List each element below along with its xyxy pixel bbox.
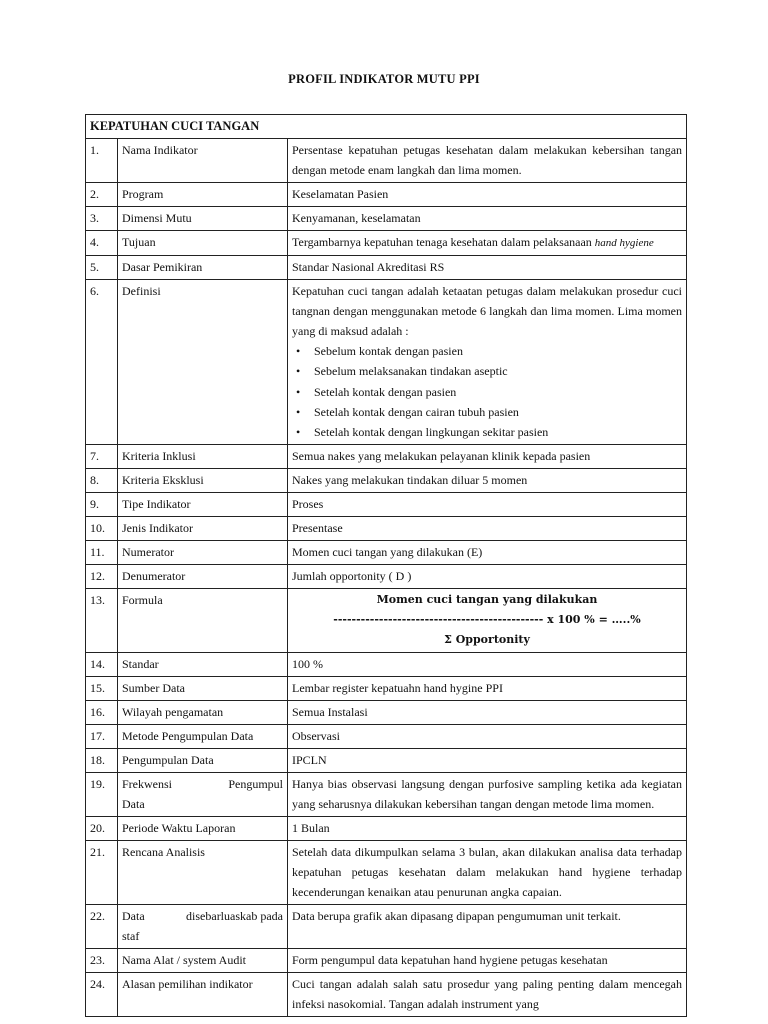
row-label: Pengumpulan Data — [118, 749, 288, 773]
row-value: Kenyamanan, keselamatan — [288, 207, 687, 231]
row-number: 15. — [86, 677, 118, 701]
row-number: 20. — [86, 817, 118, 841]
table-row — [86, 493, 687, 517]
table-row — [86, 589, 687, 653]
definition-text: Kepatuhan cuci tangan adalah ketaatan petugas dalam melakukan prosedur cuci tangnan dengan menggunakan metode 6 langkah dan lima momen. Lima momen yang di maksud adalah : — [292, 284, 683, 338]
table-row — [86, 653, 687, 677]
table-row — [86, 256, 687, 280]
row-value: Momen cuci tangan yang dilakukan (E) — [288, 541, 687, 565]
row-number: 14. — [86, 653, 118, 677]
row-value: Semua nakes yang melakukan pelayanan klinik kepada pasien — [288, 445, 687, 469]
row-number: 23. — [86, 949, 118, 973]
formula-numerator: Momen cuci tangan yang dilakukan — [376, 593, 598, 607]
row-label: Tipe Indikator — [118, 493, 288, 517]
list-item: • Sebelum melaksanakan tindakan aseptic — [314, 361, 682, 381]
formula-denominator: Σ Opportonity — [444, 633, 530, 647]
row-number: 24. — [86, 973, 118, 1017]
row-number: 8. — [86, 469, 118, 493]
row-value-text: Tergambarnya kepatuhan tenaga kesehatan dalam pelaksanaan — [292, 235, 592, 249]
table-row — [86, 817, 687, 841]
table-row — [86, 183, 687, 207]
document-title: PROFIL INDIKATOR MUTU PPI — [288, 72, 480, 86]
table-row — [86, 773, 687, 817]
row-number: 22. — [86, 905, 118, 949]
row-value: Observasi — [288, 725, 687, 749]
row-label: Numerator — [118, 541, 288, 565]
list-item: • Setelah kontak dengan pasien — [314, 382, 682, 402]
row-value: Hanya bias observasi langsung dengan purfosive sampling ketika ada kegiatan yang seharusnya dilakukan kebersihan tangan dengan metode lima momen. — [288, 773, 687, 817]
row-value: Data berupa grafik akan dipasang dipapan pengumuman unit terkait. — [288, 905, 687, 949]
table-row — [86, 749, 687, 773]
row-number: 9. — [86, 493, 118, 517]
table-row — [86, 677, 687, 701]
row-number: 19. — [86, 773, 118, 817]
row-value: IPCLN — [288, 749, 687, 773]
row-value: 100 % — [288, 653, 687, 677]
row-label-part: disebarluaskab pada — [186, 909, 283, 924]
row-number: 3. — [86, 207, 118, 231]
row-value — [288, 280, 687, 445]
row-value: Semua Instalasi — [288, 701, 687, 725]
table-row — [86, 517, 687, 541]
table-row — [86, 541, 687, 565]
row-number: 13. — [86, 589, 118, 653]
row-label: Definisi — [118, 280, 288, 445]
table-row — [86, 841, 687, 905]
row-label: Wilayah pengamatan — [118, 701, 288, 725]
row-number: 1. — [86, 139, 118, 183]
row-value: Setelah data dikumpulkan selama 3 bulan, akan dilakukan analisa data terhadap kepatuhan petugas kesehatan dalam melakukan hand hygiene terhadap kecenderungan kenaikan atau penurunan angka capaian. — [288, 841, 687, 905]
table-row — [86, 231, 687, 256]
row-label: Nama Indikator — [118, 139, 288, 183]
row-label: Dasar Pemikiran — [118, 256, 288, 280]
row-label: Program — [118, 183, 288, 207]
row-number: 7. — [86, 445, 118, 469]
list-item: • Setelah kontak dengan lingkungan sekitar pasien — [314, 422, 682, 442]
row-label-part: Frekwensi — [122, 777, 172, 792]
row-number: 16. — [86, 701, 118, 725]
table-row — [86, 139, 687, 183]
row-value: Jumlah opportonity ( D ) — [288, 565, 687, 589]
table-row — [86, 725, 687, 749]
row-value: Lembar register kepatuahn hand hygine PPI — [288, 677, 687, 701]
table-row — [86, 207, 687, 231]
row-label-part: Pengumpul — [228, 777, 283, 792]
row-number: 6. — [86, 280, 118, 445]
row-value: Cuci tangan adalah salah satu prosedur yang paling penting dalam mencegah infeksi nasokomial. Tangan adalah instrument yang — [288, 973, 687, 1017]
section-header-row — [86, 115, 687, 139]
row-number: 18. — [86, 749, 118, 773]
row-label: Formula — [118, 589, 288, 653]
row-number: 17. — [86, 725, 118, 749]
moments-list — [292, 341, 682, 442]
table-row — [86, 949, 687, 973]
row-label — [118, 905, 288, 949]
row-number: 11. — [86, 541, 118, 565]
row-label: Periode Waktu Laporan — [118, 817, 288, 841]
row-value: Nakes yang melakukan tindakan diluar 5 momen — [288, 469, 687, 493]
table-row — [86, 445, 687, 469]
indicator-profile-table — [85, 114, 687, 1017]
row-value: Proses — [288, 493, 687, 517]
table-row — [86, 280, 687, 445]
row-number: 5. — [86, 256, 118, 280]
row-value: 1 Bulan — [288, 817, 687, 841]
list-item: • Sebelum kontak dengan pasien — [314, 341, 682, 361]
row-label — [118, 773, 288, 817]
row-label: Jenis Indikator — [118, 517, 288, 541]
row-value: Presentase — [288, 517, 687, 541]
row-label: Rencana Analisis — [118, 841, 288, 905]
row-label-part: staf — [122, 929, 140, 944]
row-value: Form pengumpul data kepatuhan hand hygiene petugas kesehatan — [288, 949, 687, 973]
row-label: Sumber Data — [118, 677, 288, 701]
row-number: 21. — [86, 841, 118, 905]
row-label: Tujuan — [118, 231, 288, 256]
row-value: Standar Nasional Akreditasi RS — [288, 256, 687, 280]
row-label-part: Data — [122, 909, 145, 924]
table-row — [86, 973, 687, 1017]
row-number: 12. — [86, 565, 118, 589]
row-number: 2. — [86, 183, 118, 207]
row-label: Dimensi Mutu — [118, 207, 288, 231]
row-number: 4. — [86, 231, 118, 256]
row-label: Alasan pemilihan indikator — [118, 973, 288, 1017]
formula-line: ---------------------------------------------- x 100 % = …..% — [333, 613, 641, 627]
row-value: Keselamatan Pasien — [288, 183, 687, 207]
row-label: Kriteria Inklusi — [118, 445, 288, 469]
formula-cell — [288, 589, 687, 653]
row-label: Nama Alat / system Audit — [118, 949, 288, 973]
row-value: Persentase kepatuhan petugas kesehatan dalam melakukan kebersihan tangan dengan metode enam langkah dan lima momen. — [288, 139, 687, 183]
section-header: KEPATUHAN CUCI TANGAN — [86, 115, 687, 139]
row-label: Metode Pengumpulan Data — [118, 725, 288, 749]
table-row — [86, 565, 687, 589]
list-item: • Setelah kontak dengan cairan tubuh pasien — [314, 402, 682, 422]
row-label: Standar — [118, 653, 288, 677]
table-row — [86, 469, 687, 493]
row-value — [288, 231, 687, 256]
row-value-italic: hand hygiene — [594, 237, 654, 249]
row-number: 10. — [86, 517, 118, 541]
row-label-part: Data — [122, 797, 145, 812]
row-label: Kriteria Eksklusi — [118, 469, 288, 493]
row-label: Denumerator — [118, 565, 288, 589]
table-row — [86, 701, 687, 725]
table-row — [86, 905, 687, 949]
